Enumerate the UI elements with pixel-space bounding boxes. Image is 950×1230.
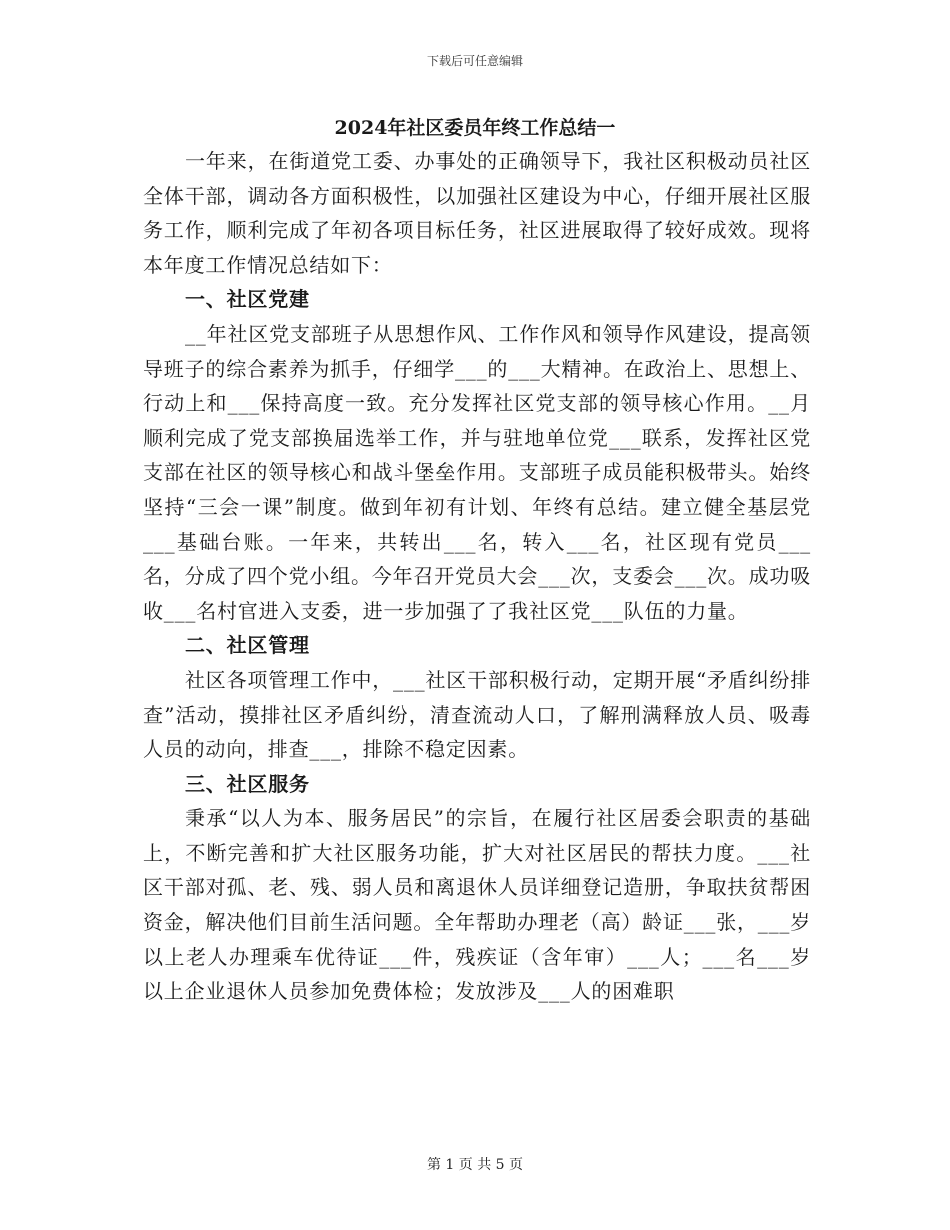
section-heading-party-building: 一、社区党建 [185,287,310,312]
page-header-note: 下载后可任意编辑 [426,54,523,68]
intro-paragraph: 一年来，在街道党工委、办事处的正确领导下，我社区积极动员社区全体干部，调动各方面积极性，以加强社区建设为中心，仔细开展社区服务工作，顺利完成了年初各项目标任务，社区进展取得了较好成效。现将本年度工作情况总结如下： [143,149,811,277]
section-body-party-building: __年社区党支部班子从思想作风、工作作风和领导作风建设，提高领导班子的综合素养为抓手，仔细学___的___大精神。在政治上、思想上、行动上和___保持高度一致。充分发挥社区党支部的领导核心作用。__月顺利完成了党支部换届选举工作，并与驻地单位党___联系，发挥社区党支部在社区的领导核心和战斗堡垒作用。支部班子成员能积极带头。始终坚持“三会一课”制度。做到年初有计划、年终有总结。建立健全基层党___基础台账。一年来，共转出___名，转入___名，社区现有党员___名，分成了四个党小组。今年召开党员大会___次，支委会___次。成功吸收___名村官进入支委，进一步加强了了我社区党___队伍的力量。 [143,321,811,623]
page-number-footer: 第 1 页 共 5 页 [426,1157,524,1173]
section-body-services: 秉承“以人为本、服务居民”的宗旨，在履行社区居委会职责的基础上，不断完善和扩大社区服务功能，扩大对社区居民的帮扶力度。___社区干部对孤、老、残、弱人员和离退休人员详细登记造册，争取扶贫帮困资金，解决他们目前生活问题。全年帮助办理老（高）龄证___张，___岁以上老人办理乘车优待证___件，残疾证（含年审）___人；___名___岁以上企业退休人员参加免费体检；发放涉及___人的困难职 [143,806,811,1004]
section-heading-services: 三、社区服务 [185,771,310,796]
document-title: 2024年社区委员年终工作总结一 [334,117,616,139]
section-heading-management: 二、社区管理 [185,633,310,658]
section-body-management: 社区各项管理工作中，___社区干部积极行动，定期开展“矛盾纠纷排查”活动，摸排社区矛盾纠纷，清查流动人口，了解刑满释放人员、吸毒人员的动向，排查___，排除不稳定因素。 [143,667,811,762]
document-body [143,144,811,1009]
